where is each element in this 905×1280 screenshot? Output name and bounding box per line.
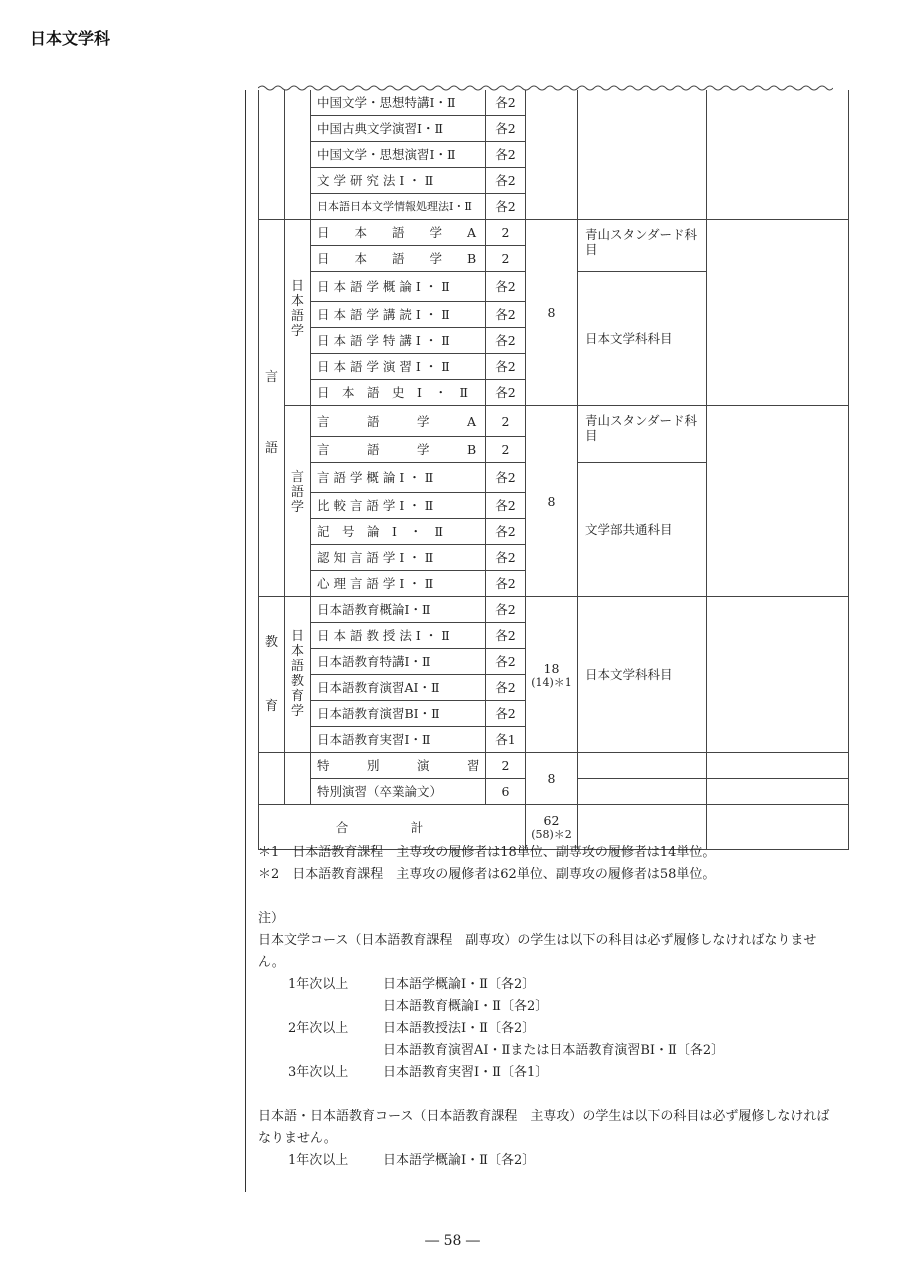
- table-row: [259, 597, 849, 623]
- category-cell-empty: [259, 90, 285, 220]
- subcategory-cell-empty: [285, 753, 311, 805]
- notes-section: [258, 908, 833, 1172]
- subject-cell: 日 本 語 学 概 論 Ⅰ ・ Ⅱ: [311, 272, 486, 302]
- credits-cell: 各2: [486, 380, 526, 406]
- curriculum-table: [258, 90, 849, 850]
- group-gengogaku-label: 言語学: [291, 470, 305, 516]
- subject-cell: 日 本 語 学 演 習 Ⅰ ・ Ⅱ: [311, 354, 486, 380]
- subject-cell: 日本語教育実習Ⅰ・Ⅱ: [311, 727, 486, 753]
- subject-cell: 日 本 語 学 A: [311, 220, 486, 246]
- subject-cell: 中国古典文学演習Ⅰ・Ⅱ: [311, 116, 486, 142]
- credits-cell: 各1: [486, 727, 526, 753]
- credits-cell: 各2: [486, 354, 526, 380]
- credits-cell: 各2: [486, 302, 526, 328]
- subject-cell: 日本語日本文学情報処理法Ⅰ・Ⅱ: [311, 194, 486, 220]
- required-credits-cell: [526, 90, 578, 220]
- extra-cell: [707, 805, 849, 850]
- group-nihongokyoiku-label-cell: [285, 597, 311, 753]
- list-item: [258, 974, 833, 996]
- credits-cell: 各2: [486, 545, 526, 571]
- table-row: [259, 753, 849, 779]
- subject-cell: 日 本 語 教 授 法 Ⅰ ・ Ⅱ: [311, 623, 486, 649]
- list-item: [258, 1062, 833, 1084]
- table-row: [259, 220, 849, 246]
- subject-cell: 言 語 学 概 論 Ⅰ ・ Ⅱ: [311, 462, 486, 492]
- credits-cell: 2: [486, 436, 526, 462]
- credits-cell: 6: [486, 779, 526, 805]
- total-label: 合 計: [259, 805, 526, 850]
- note-cell: [578, 90, 707, 220]
- note-cell: [578, 753, 707, 779]
- category-gengo-cell: [259, 220, 285, 597]
- list-item: [258, 1040, 833, 1062]
- credits-cell: 各2: [486, 142, 526, 168]
- extra-cell: [707, 779, 849, 805]
- list-item: [258, 996, 833, 1018]
- list-item-year: 2年次以上: [288, 1021, 349, 1036]
- subject-cell: 特 別 演 習: [311, 753, 486, 779]
- required-credits-cell: 8: [526, 220, 578, 406]
- subject-cell: 日本語教育演習BⅠ・Ⅱ: [311, 701, 486, 727]
- list-item-course: 日本語教育演習AⅠ・Ⅱまたは日本語教育演習BⅠ・Ⅱ〔各2〕: [383, 1043, 725, 1058]
- group-nihongogaku-label: 日本語学: [291, 279, 305, 339]
- note-cell: 青山スタンダード科目: [578, 220, 707, 272]
- list-item-year: 1年次以上: [288, 977, 349, 992]
- extra-cell: [707, 753, 849, 779]
- list-item-course: 日本語学概論Ⅰ・Ⅱ〔各2〕: [383, 977, 536, 992]
- note-cell: [578, 779, 707, 805]
- subject-cell: 日 本 語 学 特 講 Ⅰ ・ Ⅱ: [311, 328, 486, 354]
- subject-cell: 日本語教育概論Ⅰ・Ⅱ: [311, 597, 486, 623]
- credits-cell: 2: [486, 406, 526, 436]
- note-cell: 文学部共通科目: [578, 462, 707, 596]
- note-cell: 日本文学科科目: [578, 272, 707, 406]
- subject-cell: 特別演習（卒業論文）: [311, 779, 486, 805]
- credits-cell: 各2: [486, 272, 526, 302]
- credits-cell: 各2: [486, 328, 526, 354]
- category-kyoiku-char1: 教: [264, 635, 278, 651]
- extra-cell: [707, 406, 849, 597]
- required-credits-sub: (14)＊1: [531, 675, 572, 689]
- subject-cell: 中国文学・思想特講Ⅰ・Ⅱ: [311, 90, 486, 116]
- subject-cell: 言 語 学 A: [311, 406, 486, 436]
- required-credits-value: 18: [543, 660, 560, 676]
- list-item-course: 日本語教育実習Ⅰ・Ⅱ〔各1〕: [383, 1065, 549, 1080]
- extra-cell: [707, 220, 849, 406]
- list-item-course: 日本語学概論Ⅰ・Ⅱ〔各2〕: [383, 1153, 536, 1168]
- margin-rule: [245, 90, 246, 1192]
- footnotes: [258, 842, 715, 886]
- list-item-course: 日本語教授法Ⅰ・Ⅱ〔各2〕: [383, 1021, 536, 1036]
- subject-cell: 日本語教育演習AⅠ・Ⅱ: [311, 675, 486, 701]
- subject-cell: 日 本 語 史 Ⅰ ・ Ⅱ: [311, 380, 486, 406]
- note-cell: 日本文学科科目: [578, 597, 707, 753]
- credits-cell: 各2: [486, 462, 526, 492]
- subject-cell: 日 本 語 学 B: [311, 246, 486, 272]
- credits-cell: 各2: [486, 675, 526, 701]
- group-nihongokyoiku-label: 日本語教育学: [291, 628, 305, 719]
- footnote-1: ＊1 日本語教育課程 主専攻の履修者は18単位、副専攻の履修者は14単位。: [258, 845, 716, 860]
- group-nihongogaku-label-cell: [285, 220, 311, 406]
- notes-paragraph-2: 日本語・日本語教育コース（日本語教育課程 主専攻）の学生は以下の科目は必ず履修しなければなりません。: [258, 1109, 830, 1146]
- credits-cell: 各2: [486, 597, 526, 623]
- credits-cell: 各2: [486, 168, 526, 194]
- credits-cell: 各2: [486, 116, 526, 142]
- credits-cell: 各2: [486, 701, 526, 727]
- required-credits-cell: [526, 597, 578, 753]
- list-item-course: 日本語教育概論Ⅰ・Ⅱ〔各2〕: [383, 999, 549, 1014]
- subject-cell: 記 号 論 Ⅰ ・ Ⅱ: [311, 519, 486, 545]
- notes-heading: 注）: [258, 911, 285, 926]
- extra-cell: [707, 597, 849, 753]
- credits-cell: 2: [486, 246, 526, 272]
- list-item-year: [258, 1040, 383, 1062]
- list-item: [258, 1150, 833, 1172]
- required-credits-cell: 8: [526, 406, 578, 597]
- credits-cell: 2: [486, 753, 526, 779]
- subject-cell: 日 本 語 学 講 読 Ⅰ ・ Ⅱ: [311, 302, 486, 328]
- footnote-2: ＊2 日本語教育課程 主専攻の履修者は62単位、副専攻の履修者は58単位。: [258, 867, 716, 882]
- list-item-year: [258, 996, 383, 1018]
- category-gengo-char1: 言: [264, 370, 278, 385]
- table-row: [259, 90, 849, 116]
- list-item-year: 3年次以上: [288, 1065, 349, 1080]
- credits-cell: 各2: [486, 649, 526, 675]
- subject-cell: 言 語 学 B: [311, 436, 486, 462]
- note-cell: 青山スタンダード科目: [578, 406, 707, 462]
- category-kyoiku-cell: [259, 597, 285, 753]
- required-credits-cell: 8: [526, 753, 578, 805]
- credits-cell: 2: [486, 220, 526, 246]
- notes-paragraph-1: 日本文学コース（日本語教育課程 副専攻）の学生は以下の科目は必ず履修しなければなりません。: [258, 933, 817, 970]
- credits-cell: 各2: [486, 519, 526, 545]
- subcategory-cell-empty: [285, 90, 311, 220]
- page-number: ― 58 ―: [425, 1233, 480, 1249]
- list-item: [258, 1018, 833, 1040]
- subject-cell: 心 理 言 語 学 Ⅰ ・ Ⅱ: [311, 571, 486, 597]
- credits-cell: 各2: [486, 194, 526, 220]
- total-value-sub: (58)＊2: [531, 828, 572, 842]
- total-value: 62: [543, 813, 560, 829]
- category-cell-empty: [259, 753, 285, 805]
- group-gengogaku-label-cell: [285, 406, 311, 597]
- credits-cell: 各2: [486, 90, 526, 116]
- subject-cell: 文 学 研 究 法 Ⅰ ・ Ⅱ: [311, 168, 486, 194]
- page-header-title: 日本文学科: [30, 29, 111, 48]
- credits-cell: 各2: [486, 571, 526, 597]
- subject-cell: 日本語教育特講Ⅰ・Ⅱ: [311, 649, 486, 675]
- subject-cell: 中国文学・思想演習Ⅰ・Ⅱ: [311, 142, 486, 168]
- category-kyoiku-char2: 育: [264, 698, 278, 714]
- list-item-year: 1年次以上: [288, 1153, 349, 1168]
- subject-cell: 比 較 言 語 学 Ⅰ ・ Ⅱ: [311, 493, 486, 519]
- table-row: [259, 406, 849, 436]
- extra-cell: [707, 90, 849, 220]
- subject-cell: 認 知 言 語 学 Ⅰ ・ Ⅱ: [311, 545, 486, 571]
- category-gengo-char2: 語: [264, 440, 278, 456]
- credits-cell: 各2: [486, 623, 526, 649]
- credits-cell: 各2: [486, 493, 526, 519]
